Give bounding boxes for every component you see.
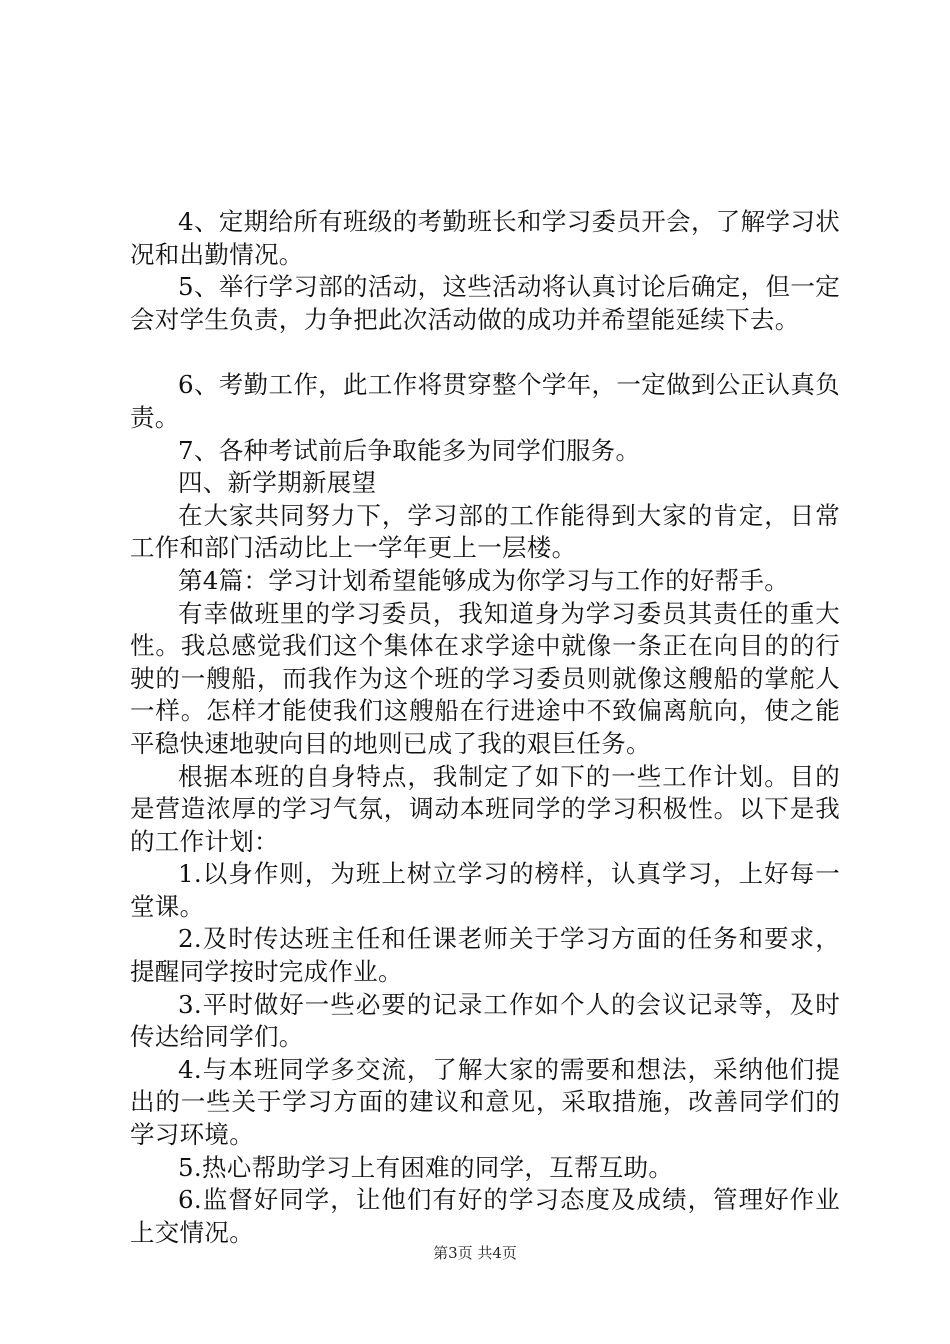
plan-item-5: 5.热心帮助学习上有困难的同学，互帮互助。 xyxy=(178,1152,674,1182)
section-heading-4: 四、新学期新展望 xyxy=(178,468,377,498)
paragraph-spacer xyxy=(130,336,840,369)
plan-item-1: 1.以身作则，为班上树立学习的榜样，认真学习，上好每一堂课。 xyxy=(130,859,840,921)
plan-item-3: 3.平时做好一些必要的记录工作如个人的会议记录等，及时传达给同学们。 xyxy=(130,989,840,1052)
page-number-footer: 第3页 共4页 xyxy=(433,1244,517,1262)
paragraph-item-7: 7、各种考试前后争取能多为同学们服务。 xyxy=(178,435,641,465)
article-title-4: 第4篇：学习计划希望能够成为你学习与工作的好帮手。 xyxy=(178,565,790,595)
document-body xyxy=(130,206,840,1249)
paragraph-outlook: 在大家共同努力下，学习部的工作能得到大家的肯定，日常工作和部门活动比上一学年更上一层楼。 xyxy=(130,500,840,563)
paragraph-item-5: 5、举行学习部的活动，这些活动将认真讨论后确定，但一定会对学生负责，力争把此次活动做的成功并希望能延续下去。 xyxy=(130,272,840,334)
plan-item-2: 2.及时传达班主任和任课老师关于学习方面的任务和要求，提醒同学按时完成作业。 xyxy=(130,924,840,987)
paragraph-intro: 有幸做班里的学习委员，我知道身为学习委员其责任的重大性。我总感觉我们这个集体在求学途中就像一条正在向目的的行驶的一艘船，而我作为这个班的学习委员则就像这艘船的掌舵人一样。怎样才能使我们这艘船在行进途中不致偏离航向，使之能平稳快速地驶向目的地则已成了我的艰巨任务。 xyxy=(130,598,840,758)
paragraph-item-6: 6、考勤工作，此工作将贯穿整个学年，一定做到公正认真负责。 xyxy=(130,370,840,432)
plan-item-4: 4.与本班同学多交流，了解大家的需要和想法，采纳他们提出的一些关于学习方面的建议和意见，采取措施，改善同学们的学习环境。 xyxy=(130,1054,840,1150)
paragraph-plan-intro: 根据本班的自身特点，我制定了如下的一些工作计划。目的是营造浓厚的学习气氛，调动本班同学的学习积极性。以下是我的工作计划： xyxy=(130,761,840,856)
paragraph-item-4: 4、定期给所有班级的考勤班长和学习委员开会，了解学习状况和出勤情况。 xyxy=(130,207,840,269)
plan-item-6: 6.监督好同学，让他们有好的学习态度及成绩，管理好作业上交情况。 xyxy=(130,1185,840,1247)
